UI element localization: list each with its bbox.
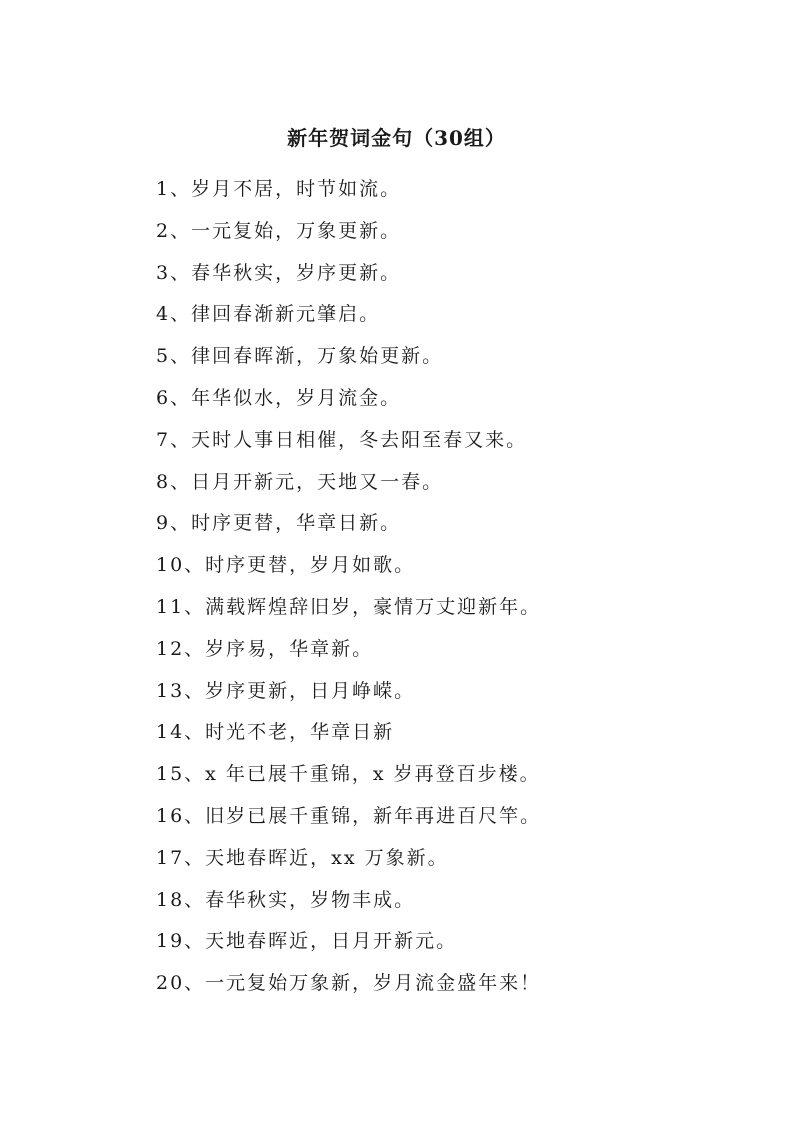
quote-line: 13、岁序更新，日月峥嵘。 <box>156 679 416 702</box>
quote-line: 10、时序更替，岁月如歌。 <box>156 554 416 577</box>
quote-line: 4、律回春渐新元肇启。 <box>156 303 381 326</box>
quote-line: 3、春华秋实，岁序更新。 <box>156 261 402 284</box>
quote-line: 9、时序更替，华章日新。 <box>156 512 402 535</box>
quote-line: 6、年华似水，岁月流金。 <box>156 386 402 409</box>
quote-line: 12、岁序易，华章新。 <box>156 637 374 660</box>
quote-line: 17、天地春晖近，xx 万象新。 <box>156 846 449 869</box>
document-title: 新年贺词金句（30组） <box>287 126 506 150</box>
quote-line: 18、春华秋实，岁物丰成。 <box>156 888 416 911</box>
quote-line: 15、x 年已展千重锦，x 岁再登百步楼。 <box>156 763 541 786</box>
quote-line: 11、满载辉煌辞旧岁，豪情万丈迎新年。 <box>156 595 542 618</box>
quote-line: 8、日月开新元，天地又一春。 <box>156 470 444 493</box>
quote-line: 16、旧岁已展千重锦，新年再进百尺竿。 <box>156 804 542 827</box>
quote-list <box>156 175 541 1011</box>
quote-line: 2、一元复始，万象更新。 <box>156 219 402 242</box>
quote-line: 20、一元复始万象新，岁月流金盛年来！ <box>156 972 542 995</box>
quote-line: 14、时光不老，华章日新 <box>156 721 395 744</box>
quote-line: 1、岁月不居，时节如流。 <box>156 178 402 200</box>
quote-line: 7、天时人事日相催，冬去阳至春又来。 <box>156 428 528 451</box>
quote-line: 19、天地春晖近，日月开新元。 <box>156 930 458 953</box>
quote-line: 5、律回春晖渐，万象始更新。 <box>156 345 444 368</box>
